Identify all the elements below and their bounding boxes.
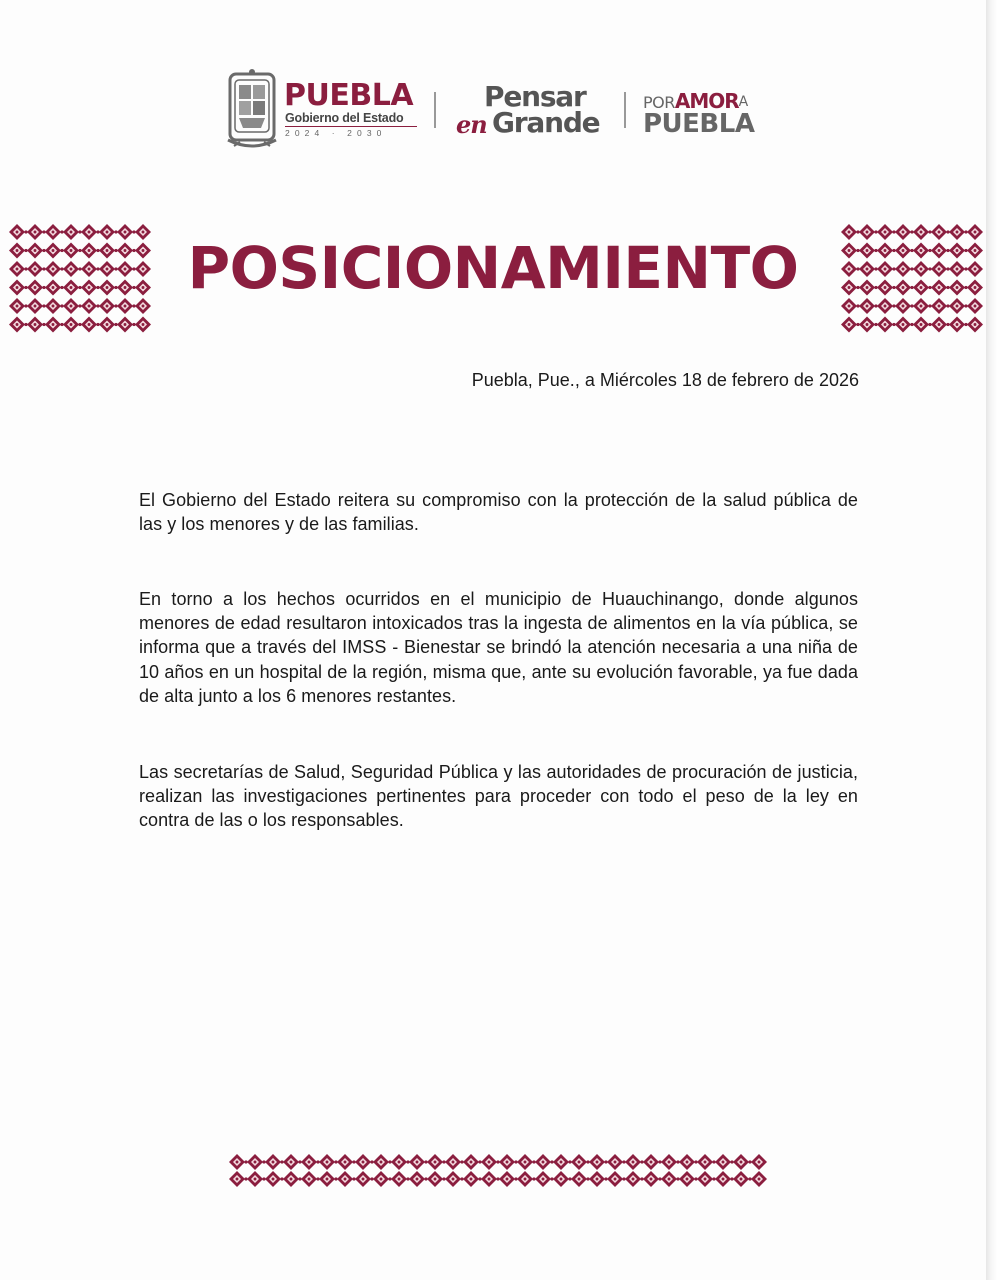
brand-years: 2024 · 2030 <box>285 128 387 138</box>
por-amor-a-puebla-logo <box>643 90 775 140</box>
puebla-government-logo <box>284 80 424 140</box>
state-coat-of-arms-icon <box>226 68 278 152</box>
slogan-bottom: Grande <box>492 106 600 139</box>
paragraph-2: En torno a los hechos ocurridos en el municipio de Huauchinango, donde algunos menores de edad resultaron intoxicados tras la ingesta de alimentos en la vía pública, se informa que a través del IMSS - Bienestar se brindó la atención necesaria a una niña de 10 años en un hospital de la región, misma que, ante su evolución favorable, ya fue dada de alta junto a los 6 menores restantes. <box>139 589 858 706</box>
campaign-por: POR <box>643 93 675 112</box>
campaign-puebla: PUEBLA <box>643 109 755 139</box>
slogan-en: en <box>456 110 487 139</box>
diamond-pattern-icon <box>228 1152 768 1190</box>
paragraph-3: Las secretarías de Salud, Seguridad Pública y las autoridades de procuración de justicia, realizan las investigaciones pertinentes para proceder con todo el peso de la ley en contra de las o los responsables. <box>139 762 858 831</box>
slogan-top: Pensar <box>484 80 586 113</box>
dateline: Puebla, Pue., a Miércoles 18 de febrero de 2026 <box>471 370 859 390</box>
campaign-amor: AMOR <box>674 89 739 113</box>
campaign-a: A <box>738 94 748 110</box>
diamond-pattern-icon <box>8 222 154 334</box>
brand-secondary: Gobierno del Estado <box>285 111 404 125</box>
logo-divider <box>434 92 436 128</box>
page-edge-shadow <box>986 0 997 1280</box>
page-title: POSICIONAMIENTO <box>187 234 799 302</box>
brand-primary: PUEBLA <box>284 78 414 113</box>
paragraph-1: El Gobierno del Estado reitera su compromiso con la protección de la salud pública de las y los menores y de las familias. <box>139 490 858 535</box>
diamond-pattern-icon <box>840 222 986 334</box>
brand-underline <box>285 126 417 127</box>
logo-divider <box>624 92 626 128</box>
pensar-en-grande-logo <box>454 82 612 142</box>
